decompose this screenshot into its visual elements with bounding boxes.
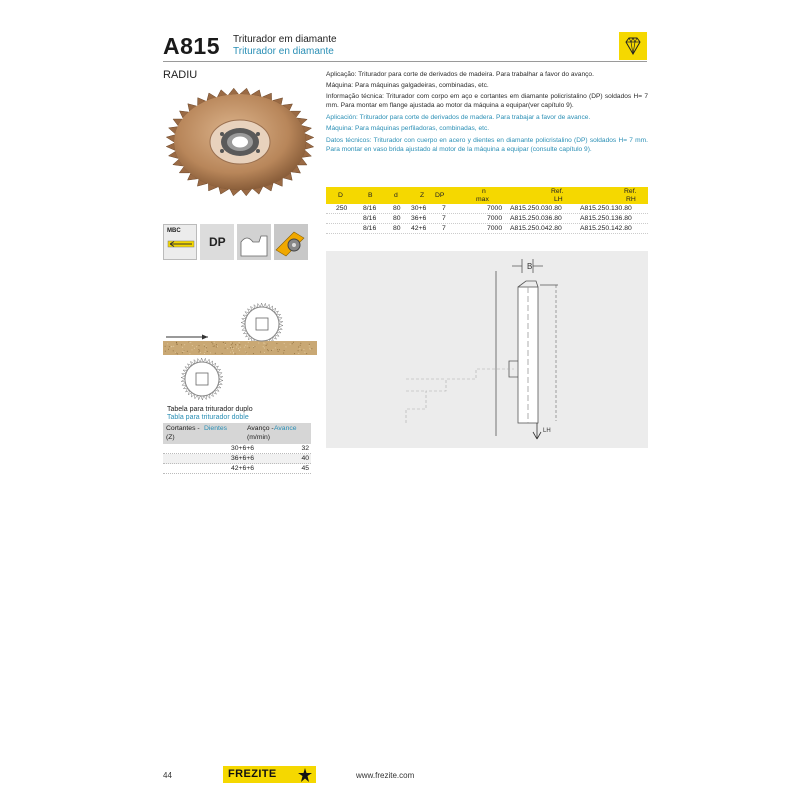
product-photo [160, 86, 320, 206]
spec-table-header [326, 187, 648, 204]
cell-Z: 36+6 [411, 215, 427, 222]
cell-ref-lh: A815.250.036.80 [510, 215, 562, 222]
brand-name: FREZITE [228, 768, 277, 780]
header-D: D [338, 192, 343, 199]
diamond-icon [619, 32, 647, 60]
dp-icon [200, 224, 234, 260]
cell-d: 80 [393, 225, 401, 232]
description-application-pt: Aplicação: Triturador para corte de derivados de madeira. Para trabalhar a favor do avanço. [326, 71, 594, 78]
mbc-label: MBC [167, 228, 181, 234]
section-label: RADIU [163, 69, 198, 81]
cell-d: 80 [393, 205, 401, 212]
cell-Z: 30+6 [411, 205, 427, 212]
cell-DP: 7 [442, 225, 446, 232]
feed-table-caption-pt: Tabela para triturador duplo [167, 406, 253, 413]
cell-d: 80 [393, 215, 401, 222]
table-row [163, 444, 311, 454]
profile-icon [237, 224, 271, 260]
table-row [326, 204, 648, 214]
cell-ref-lh: A815.250.042.80 [510, 225, 562, 232]
page-number: 44 [163, 771, 172, 780]
website-link[interactable]: www.frezite.com [356, 771, 415, 780]
feed-cell: 32 [301, 445, 309, 452]
cell-DP: 7 [442, 205, 446, 212]
description-machine-es: Máquina: Para máquinas perfiladoras, combinadas, etc. [326, 125, 490, 132]
teeth-cell: 42+6+6 [230, 465, 254, 472]
cell-DP: 7 [442, 215, 446, 222]
cell-ref-rh: A815.250.136.80 [580, 215, 632, 222]
cell-B: 8/16 [363, 205, 377, 212]
feed-cell: 45 [301, 465, 309, 472]
header-lh: LH [554, 196, 563, 203]
lh-rotation-label: LH [543, 428, 551, 434]
b-dimension-label: B [527, 262, 533, 271]
dp-label: DP [209, 235, 226, 249]
description-application-es: Aplicación: Triturador para corte de derivados de madera. Para trabajar a favor de avance. [326, 114, 591, 121]
table-row [326, 214, 648, 224]
cell-ref-rh: A815.250.130.80 [580, 205, 632, 212]
header-divider [163, 61, 647, 62]
cell-B: 8/16 [363, 225, 377, 232]
spec-table [326, 187, 648, 234]
header-feed-pt: Avanço - [247, 425, 274, 432]
description-tech-pt: Informação técnica: Triturador com corpo em aço e cortantes em diamante policristalino (DP) soldados H= 7 mm. Para montar em flange ajustada ao motor da máquina a equipar(ver capítulo 9). [326, 93, 648, 110]
teeth-cell: 30+6+6 [230, 445, 254, 452]
feed-table [163, 423, 311, 474]
header-teeth-pt: Cortantes - [166, 425, 200, 432]
header-feed-sub: (m/min) [247, 434, 271, 441]
product-code: A815 [163, 33, 220, 59]
product-title-es: Triturador en diamante [233, 46, 334, 57]
header-n: n [482, 188, 486, 195]
feed-cell: 40 [301, 455, 309, 462]
cell-B: 8/16 [363, 215, 377, 222]
cell-n: 7000 [487, 205, 503, 212]
table-row [163, 454, 311, 464]
header-rh: RH [626, 196, 636, 203]
technical-drawing [326, 251, 648, 448]
cell-n: 7000 [487, 215, 503, 222]
header-ref-rh: Ref. [624, 188, 637, 195]
product-title-pt: Triturador em diamante [233, 34, 337, 45]
cell-n: 7000 [487, 225, 503, 232]
teeth-cell: 36+6+6 [230, 455, 254, 462]
description-machine-pt: Máquina: Para máquinas galgadeiras, combinadas, etc. [326, 82, 489, 89]
description-tech-es: Datos técnicos: Triturador con cuerpo en acero y dientes en diamante policristalino (DP) soldados H= 7 mm. Para montar en vaso brida ajustado al motor de la máquina a equipar (consulte capítulo 9). [326, 137, 648, 154]
header-Z: Z [420, 192, 425, 199]
material-icon [274, 224, 308, 260]
feed-direction-icon [163, 224, 197, 260]
cell-Z: 42+6 [411, 225, 427, 232]
feed-table-caption-es: Tabla para triturador doble [167, 414, 249, 421]
star-icon [297, 767, 313, 783]
header-B: B [368, 192, 373, 199]
header-n-max: max [476, 196, 489, 203]
header-DP: DP [435, 192, 445, 199]
feed-table-header [163, 423, 311, 444]
header-feed-es: Avance [274, 425, 297, 432]
table-row [326, 224, 648, 234]
brand-logo [223, 766, 316, 783]
cell-ref-rh: A815.250.142.80 [580, 225, 632, 232]
header-d: d [394, 192, 398, 199]
header-teeth-es: Dientes [204, 425, 228, 432]
header-teeth-sub: (Z) [166, 434, 175, 441]
cell-ref-lh: A815.250.030.80 [510, 205, 562, 212]
table-row [163, 464, 311, 474]
header-ref-lh: Ref. [551, 188, 564, 195]
double-cutter-diagram [160, 292, 320, 407]
cell-D: 250 [336, 205, 348, 212]
